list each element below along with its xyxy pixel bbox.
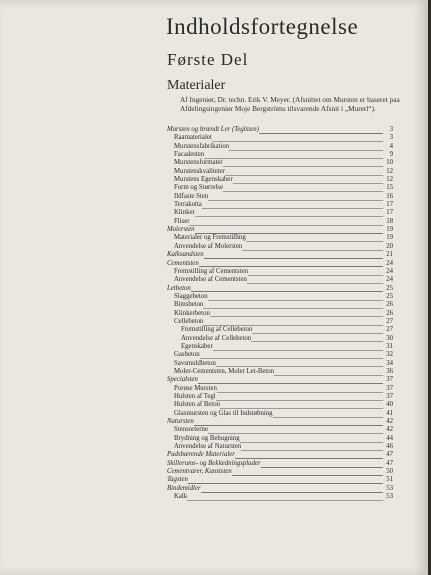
- toc-entry-page-number: 27: [386, 317, 393, 325]
- toc-entry-label: Brydning og Behugning: [167, 435, 240, 443]
- toc-entry-label: Molersten: [167, 226, 195, 234]
- toc-entry-page-number: 26: [386, 301, 393, 309]
- toc-entry-page-number: 24: [386, 259, 393, 267]
- toc-entry-page-number: 34: [386, 359, 393, 367]
- toc-entry-page-number: 27: [386, 326, 393, 334]
- toc-entry-page-number: 25: [386, 284, 393, 292]
- toc-entry-page-number: 30: [386, 334, 393, 342]
- toc-entry: [167, 460, 393, 468]
- toc-entry: [167, 493, 393, 501]
- toc-entry-label: Stensorterne: [167, 426, 208, 434]
- toc-entry: [167, 234, 393, 242]
- toc-entry: [167, 268, 393, 276]
- toc-entry-label: Cementvarer, Kunststen: [167, 468, 232, 476]
- toc-entry: [167, 301, 393, 309]
- toc-entry-label: Facadesten: [167, 151, 204, 159]
- toc-entry-label: Materialer og Fremstilling: [167, 234, 246, 242]
- toc-entry-page-number: 12: [386, 167, 393, 175]
- toc-entry-label: Kalksandsten: [167, 251, 204, 259]
- toc-entry-label: Slaggebeton: [167, 293, 208, 301]
- toc-entry: [167, 335, 393, 343]
- toc-entry: [167, 468, 393, 476]
- toc-entry-page-number: 37: [386, 393, 393, 400]
- toc-entry-label: Murstensformater: [167, 159, 223, 167]
- toc-entry: [167, 368, 393, 376]
- toc-entry: [167, 435, 393, 443]
- toc-entry-page-number: 17: [386, 201, 393, 209]
- toc-entry-page-number: 36: [386, 367, 393, 375]
- toc-entry-label: Glasmursten og Glas til Indstøbning: [167, 410, 273, 418]
- toc-entry-label: Form og Størrelse: [167, 184, 223, 192]
- toc-entry-label: Gasbeton: [167, 351, 200, 359]
- toc-entry: [167, 393, 393, 401]
- toc-entry-page-number: 16: [386, 192, 393, 200]
- toc-entry: [167, 476, 393, 484]
- toc-entry-label: Porøse Mursten: [167, 385, 217, 393]
- toc-entry-label: Mursten og brændt Ler (Teglsten): [167, 126, 259, 133]
- toc-entry-label: Moler-Cementsten, Moler Let-Beton: [167, 368, 274, 376]
- toc-entry-label: Anvendelse af Molersten: [167, 243, 242, 251]
- toc-entry-page-number: 31: [386, 342, 393, 350]
- toc-entry: [167, 376, 393, 384]
- toc-entry-label: Hulsten af Tegl: [167, 393, 216, 401]
- toc-entry-page-number: 15: [386, 184, 393, 192]
- toc-entry-page-number: 44: [386, 434, 393, 442]
- toc-entry-label: Egenskaber: [167, 343, 213, 351]
- toc-entry: [167, 226, 393, 234]
- toc-entry: [167, 260, 393, 268]
- toc-entry: [167, 385, 393, 393]
- toc-entry-page-number: 53: [386, 484, 393, 492]
- toc-entry: [167, 318, 393, 326]
- toc-entry-label: Fremstilling af Cellebeton: [167, 326, 252, 334]
- toc-entry-label: Cellebeton: [167, 318, 203, 326]
- toc-entry-page-number: 17: [386, 209, 393, 217]
- toc-entry-label: Skillerums- og Beklædningsplader: [167, 459, 261, 467]
- toc-entry: [167, 343, 393, 351]
- toc-entry: [167, 201, 393, 209]
- toc-entry-label: Terrakotta: [167, 201, 202, 209]
- toc-entry-page-number: 47: [386, 459, 393, 467]
- toc-entry: [167, 485, 393, 493]
- table-of-contents: [167, 126, 393, 501]
- toc-entry: [167, 251, 393, 259]
- toc-entry: [167, 410, 393, 418]
- toc-entry-label: Letbeton: [167, 284, 191, 292]
- toc-entry-page-number: 20: [386, 242, 393, 250]
- toc-entry: [167, 276, 393, 284]
- toc-entry-label: Fremstilling af Cementsten: [167, 268, 248, 276]
- toc-entry-page-number: 41: [386, 409, 393, 417]
- toc-entry: [167, 168, 393, 176]
- toc-entry-label: Murstens Egenskaber: [167, 176, 233, 184]
- toc-entry-page-number: 24: [386, 276, 393, 284]
- toc-entry-label: Fliser: [167, 218, 189, 226]
- toc-entry-page-number: 37: [386, 376, 393, 384]
- toc-entry-label: Raamaterialet: [167, 134, 212, 142]
- author-note: Af Ingeniør, Dr. techn. Erik V. Meyer. (Afsnittet om Mursten er baseret paa Afdelingsingeniør Moje Bergströms tilsvarende Afsnit i „Murerl“).: [180, 95, 400, 114]
- toc-entry-page-number: 19: [386, 226, 393, 234]
- toc-entry-page-number: 24: [386, 267, 393, 275]
- toc-entry: [167, 401, 393, 409]
- toc-entry-label: Murstensfabrikation: [167, 143, 229, 151]
- toc-entry: [167, 151, 393, 159]
- toc-entry: [167, 310, 393, 318]
- toc-entry-page-number: 3: [389, 126, 393, 133]
- toc-entry-page-number: 42: [386, 426, 393, 434]
- toc-entry-label: Tagsten: [167, 476, 188, 484]
- toc-entry-page-number: 18: [386, 217, 393, 225]
- toc-entry: [167, 126, 393, 134]
- toc-entry: [167, 326, 393, 334]
- toc-entry-page-number: 42: [386, 418, 393, 426]
- toc-entry-label: Cementsten: [167, 259, 199, 267]
- toc-entry: [167, 159, 393, 167]
- toc-entry-page-number: 37: [386, 384, 393, 392]
- toc-entry-label: Specialsten: [167, 376, 198, 384]
- toc-entry-label: Anvendelse af Cementsten: [167, 276, 247, 284]
- toc-entry-page-number: 3: [389, 134, 393, 142]
- toc-entry: [167, 184, 393, 192]
- toc-entry-label: Natursten: [167, 418, 194, 426]
- toc-entry: [167, 285, 393, 293]
- toc-entry-page-number: 25: [386, 292, 393, 300]
- toc-entry-label: Klinkerbeton: [167, 310, 210, 318]
- toc-entry: [167, 218, 393, 226]
- toc-entry: [167, 443, 393, 451]
- toc-entry: [167, 426, 393, 434]
- toc-entry-label: Hulsten af Beton: [167, 401, 220, 409]
- toc-entry-page-number: 10: [386, 159, 393, 167]
- toc-entry-page-number: 32: [386, 351, 393, 359]
- toc-entry-page-number: 19: [386, 234, 393, 242]
- toc-entry-label: Klinker: [167, 209, 195, 217]
- toc-entry-label: Murstenskvaliteter: [167, 168, 225, 176]
- section-heading: Materialer: [167, 78, 226, 93]
- toc-entry-label: Ildfaste Sten: [167, 193, 208, 201]
- toc-entry: [167, 360, 393, 368]
- toc-entry-page-number: 51: [386, 476, 393, 484]
- toc-entry-page-number: 47: [386, 451, 393, 459]
- toc-entry-label: Bindemidler: [167, 484, 201, 492]
- part-heading: Første Del: [167, 50, 249, 69]
- toc-entry-label: Bimsbeton: [167, 301, 203, 309]
- toc-entry: [167, 143, 393, 151]
- toc-entry: [167, 243, 393, 251]
- toc-entry-page-number: 40: [386, 401, 393, 409]
- toc-entry-page-number: 26: [386, 309, 393, 317]
- toc-entry: [167, 451, 393, 459]
- toc-entry-label: Anvendelse af Cellebeton: [167, 335, 251, 343]
- toc-entry-page-number: 50: [386, 468, 393, 476]
- toc-entry-page-number: 46: [386, 443, 393, 451]
- page-title: Indholdsfortegnelse: [166, 14, 359, 39]
- toc-entry-label: Anvendelse af Natursten: [167, 443, 241, 451]
- toc-entry: [167, 209, 393, 217]
- toc-entry-page-number: 9: [389, 151, 393, 159]
- toc-entry-page-number: 12: [386, 176, 393, 184]
- toc-entry: [167, 134, 393, 142]
- toc-entry-page-number: 21: [386, 251, 393, 259]
- toc-entry-label: Savsmuldbeton: [167, 360, 216, 368]
- toc-entry-page-number: 53: [386, 493, 393, 501]
- toc-entry: [167, 293, 393, 301]
- toc-entry: [167, 351, 393, 359]
- toc-entry: [167, 193, 393, 201]
- toc-entry-page-number: 4: [389, 142, 393, 150]
- toc-entry-label: Pudsbærende Materialer: [167, 451, 235, 459]
- toc-entry-label: Kalk: [167, 493, 187, 501]
- toc-entry: [167, 176, 393, 184]
- toc-entry: [167, 418, 393, 426]
